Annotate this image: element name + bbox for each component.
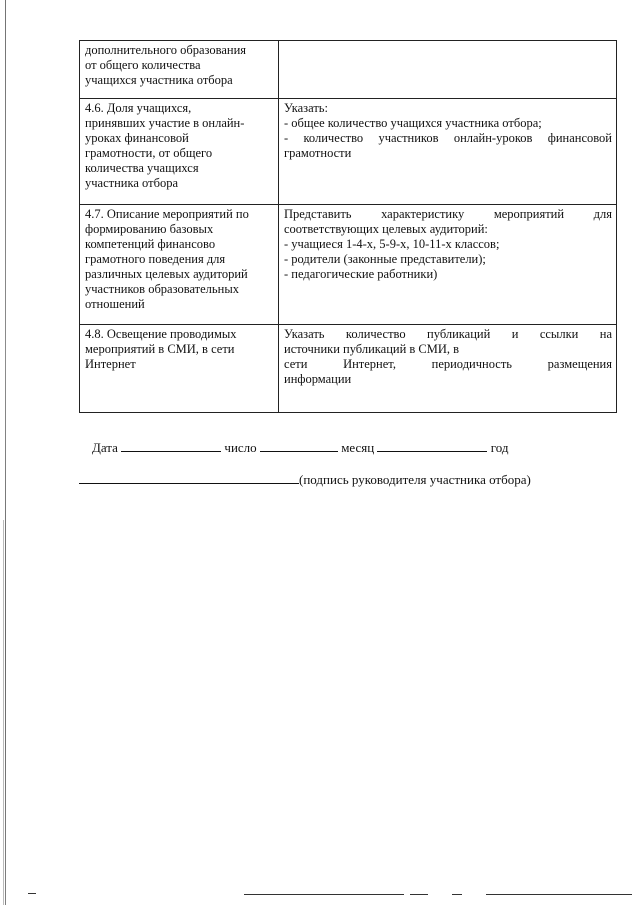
scan-artifact-line <box>486 894 632 895</box>
signature-line <box>79 472 531 488</box>
signature-label: (подпись руководителя участника отбора) <box>299 472 531 487</box>
criterion-line: дополнительного образования <box>85 43 247 57</box>
instruction-line: - общее количество учащихся участника отбора; <box>284 116 542 130</box>
criterion-cell <box>80 41 279 99</box>
day-blank[interactable] <box>260 440 338 452</box>
instruction-line: Представить характеристику мероприятий для <box>284 207 612 221</box>
scan-edge <box>5 0 6 905</box>
scan-artifact-line <box>452 894 462 895</box>
instruction-line: источники публикаций в СМИ, в <box>284 342 460 356</box>
criterion-line: Интернет <box>85 357 136 371</box>
criterion-line: учащихся участника отбора <box>85 73 233 87</box>
criteria-table <box>79 40 617 413</box>
scan-artifact-line <box>28 893 36 894</box>
instruction-line: - педагогические работники) <box>284 267 438 281</box>
criterion-line: участника отбора <box>85 176 178 190</box>
criterion-line: различных целевых аудиторий <box>85 267 248 281</box>
criterion-line: от общего количества <box>85 58 201 72</box>
day-label: число <box>224 440 257 455</box>
instruction-line: Указать количество публикаций и ссылки на <box>284 327 612 341</box>
instruction-line: - родители (законные представители); <box>284 252 486 266</box>
scan-artifact-line <box>410 894 428 895</box>
date-label: Дата <box>92 440 118 455</box>
table-row <box>80 325 617 413</box>
criterion-line: грамотного поведения для <box>85 252 226 266</box>
instruction-line: Указать: <box>284 101 328 115</box>
month-blank[interactable] <box>377 440 487 452</box>
instruction-cell <box>279 41 617 99</box>
instruction-cell <box>279 325 617 413</box>
criterion-cell <box>80 99 279 205</box>
criterion-line: отношений <box>85 297 145 311</box>
table-row <box>80 99 617 205</box>
criterion-line: мероприятий в СМИ, в сети <box>85 342 235 356</box>
instruction-cell <box>279 205 617 325</box>
criterion-line: 4.8. Освещение проводимых <box>85 327 237 341</box>
instruction-line: грамотности <box>284 146 352 160</box>
date-line <box>92 440 508 456</box>
scan-artifact-line <box>244 894 404 895</box>
criterion-line: принявших участие в онлайн- <box>85 116 245 130</box>
criterion-line: компетенций финансово <box>85 237 216 251</box>
criterion-line: грамотности, от общего <box>85 146 213 160</box>
instruction-cell <box>279 99 617 205</box>
criterion-line: формированию базовых <box>85 222 214 236</box>
year-label: год <box>490 440 509 455</box>
instruction-line: информации <box>284 372 352 386</box>
table-row <box>80 205 617 325</box>
instruction-line: - количество участников онлайн-уроков финансовой <box>284 131 612 145</box>
instruction-line: сети Интернет, периодичность размещения <box>284 357 612 371</box>
criterion-line: уроках финансовой <box>85 131 189 145</box>
criterion-line: 4.7. Описание мероприятий по <box>85 207 249 221</box>
scan-edge-secondary <box>3 520 4 905</box>
instruction-line: соответствующих целевых аудиторий: <box>284 222 488 236</box>
signature-blank[interactable] <box>79 472 299 484</box>
table-row <box>80 41 617 99</box>
criterion-line: количества учащихся <box>85 161 199 175</box>
criterion-line: 4.6. Доля учащихся, <box>85 101 192 115</box>
instruction-line: - учащиеся 1-4-х, 5-9-х, 10-11-х классов; <box>284 237 500 251</box>
criterion-cell <box>80 325 279 413</box>
date-blank[interactable] <box>121 440 221 452</box>
criterion-line: участников образовательных <box>85 282 239 296</box>
criterion-cell <box>80 205 279 325</box>
month-label: месяц <box>341 440 375 455</box>
